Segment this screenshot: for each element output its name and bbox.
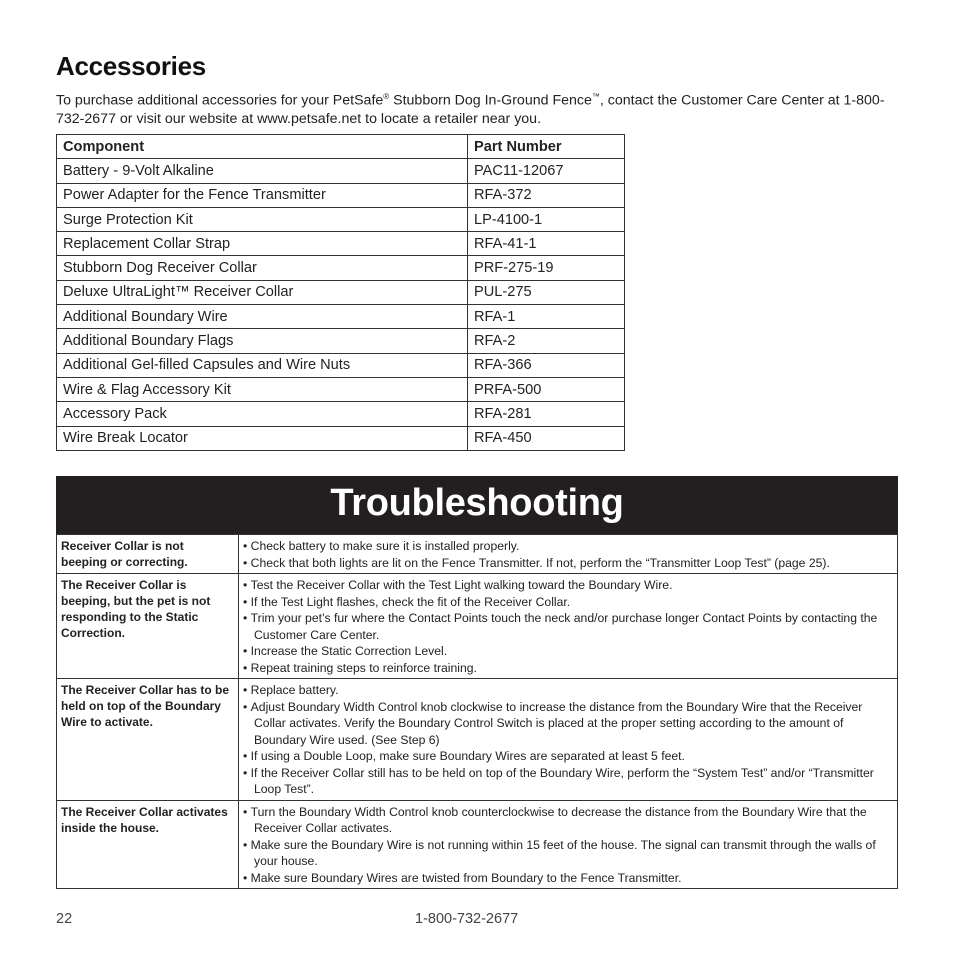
component-cell: Accessory Pack (57, 402, 468, 426)
problem-cell: The Receiver Collar is beeping, but the pet is not responding to the Static Correction. (57, 574, 239, 679)
problem-cell: The Receiver Collar activates inside the house. (57, 800, 239, 889)
troubleshooting-table-body (57, 535, 898, 889)
solution-list (243, 538, 892, 571)
column-header-component: Component (57, 135, 468, 159)
page-number: 22 (56, 911, 73, 927)
troubleshooting-title: Troubleshooting (56, 476, 898, 534)
component-cell: Replacement Collar Strap (57, 232, 468, 256)
accessories-title: Accessories (56, 51, 206, 81)
part-number-cell: RFA-450 (468, 426, 625, 450)
table-row (57, 232, 625, 256)
part-number-cell: LP-4100-1 (468, 207, 625, 231)
component-cell: Deluxe UltraLight™ Receiver Collar (57, 280, 468, 304)
accessories-table-header (57, 135, 625, 159)
component-cell: Wire & Flag Accessory Kit (57, 377, 468, 401)
solution-item: • If using a Double Loop, make sure Boundary Wires are separated at least 5 feet. (243, 748, 892, 765)
problem-cell: Receiver Collar is not beeping or correcting. (57, 535, 239, 574)
table-row (57, 353, 625, 377)
part-number-cell: PRF-275-19 (468, 256, 625, 280)
problem-cell: The Receiver Collar has to be held on top of the Boundary Wire to activate. (57, 679, 239, 801)
solution-item: • Check battery to make sure it is installed properly. (243, 538, 892, 555)
part-number-cell: PRFA-500 (468, 377, 625, 401)
trademark-mark: ™ (591, 92, 600, 101)
component-cell: Additional Gel-filled Capsules and Wire Nuts (57, 353, 468, 377)
solution-item: • Trim your pet’s fur where the Contact Points touch the neck and/or purchase longer Contact Points by contacting the Customer Care Center. (243, 610, 892, 643)
registered-mark: ® (383, 92, 390, 101)
solutions-cell (239, 800, 898, 889)
solution-list (243, 682, 892, 798)
intro-text-1: To purchase additional accessories for your PetSafe (56, 92, 384, 109)
part-number-cell: RFA-372 (468, 183, 625, 207)
solution-item: • If the Receiver Collar still has to be held on top of the Boundary Wire, perform the “System Test” and/or “Transmitter Loop Test”. (243, 765, 892, 798)
intro-text-3: , contact the Customer Care Center at 1-800-732-2677 or visit our website at www.petsafe.net to locate a retailer near you. (56, 92, 885, 127)
component-cell: Power Adapter for the Fence Transmitter (57, 183, 468, 207)
solution-item: • Turn the Boundary Width Control knob counterclockwise to decrease the distance from the Boundary Wire that the Receiver Collar activates. (243, 804, 892, 837)
solution-item: • Make sure Boundary Wires are twisted from Boundary to the Fence Transmitter. (243, 870, 892, 887)
table-row (57, 329, 625, 353)
troubleshooting-row (57, 800, 898, 889)
solution-item: • Increase the Static Correction Level. (243, 643, 892, 660)
component-cell: Additional Boundary Wire (57, 305, 468, 329)
part-number-cell: PAC11-12067 (468, 159, 625, 183)
table-row (57, 305, 625, 329)
component-cell: Additional Boundary Flags (57, 329, 468, 353)
troubleshooting-row (57, 574, 898, 679)
part-number-cell: RFA-41-1 (468, 232, 625, 256)
column-header-part-number: Part Number (468, 135, 625, 159)
table-row (57, 207, 625, 231)
table-row (57, 256, 625, 280)
component-cell: Battery - 9-Volt Alkaline (57, 159, 468, 183)
accessories-intro (56, 88, 906, 128)
component-cell: Stubborn Dog Receiver Collar (57, 256, 468, 280)
table-row (57, 183, 625, 207)
solution-item: • Repeat training steps to reinforce training. (243, 660, 892, 677)
component-cell: Wire Break Locator (57, 426, 468, 450)
accessories-table-body (57, 159, 625, 451)
part-number-cell: RFA-2 (468, 329, 625, 353)
part-number-cell: RFA-281 (468, 402, 625, 426)
part-number-cell: PUL-275 (468, 280, 625, 304)
table-row (57, 377, 625, 401)
footer-phone: 1-800-732-2677 (415, 911, 519, 927)
solutions-cell (239, 679, 898, 801)
solution-item: • Replace battery. (243, 682, 892, 699)
solution-item: • Make sure the Boundary Wire is not running within 15 feet of the house. The signal can transmit through the walls of your house. (243, 837, 892, 870)
component-cell: Surge Protection Kit (57, 207, 468, 231)
solutions-cell (239, 535, 898, 574)
solution-item: • Check that both lights are lit on the Fence Transmitter. If not, perform the “Transmitter Loop Test” (page 25). (243, 555, 892, 572)
table-row (57, 402, 625, 426)
troubleshooting-row (57, 679, 898, 801)
solution-list (243, 804, 892, 887)
table-row (57, 426, 625, 450)
table-row (57, 159, 625, 183)
solution-list (243, 577, 892, 676)
troubleshooting-table (56, 534, 898, 889)
troubleshooting-row (57, 535, 898, 574)
solutions-cell (239, 574, 898, 679)
part-number-cell: RFA-1 (468, 305, 625, 329)
solution-item: • Adjust Boundary Width Control knob clockwise to increase the distance from the Boundary Wire that the Receiver Collar activates. Verify the Boundary Control Switch is placed at the proper setting according to the amount of Boundary Wire used. (See Step 6) (243, 699, 892, 749)
intro-text-2: Stubborn Dog In-Ground Fence (389, 92, 592, 109)
accessories-table (56, 134, 625, 451)
part-number-cell: RFA-366 (468, 353, 625, 377)
solution-item: • Test the Receiver Collar with the Test Light walking toward the Boundary Wire. (243, 577, 892, 594)
solution-item: • If the Test Light flashes, check the fit of the Receiver Collar. (243, 594, 892, 611)
table-row (57, 280, 625, 304)
